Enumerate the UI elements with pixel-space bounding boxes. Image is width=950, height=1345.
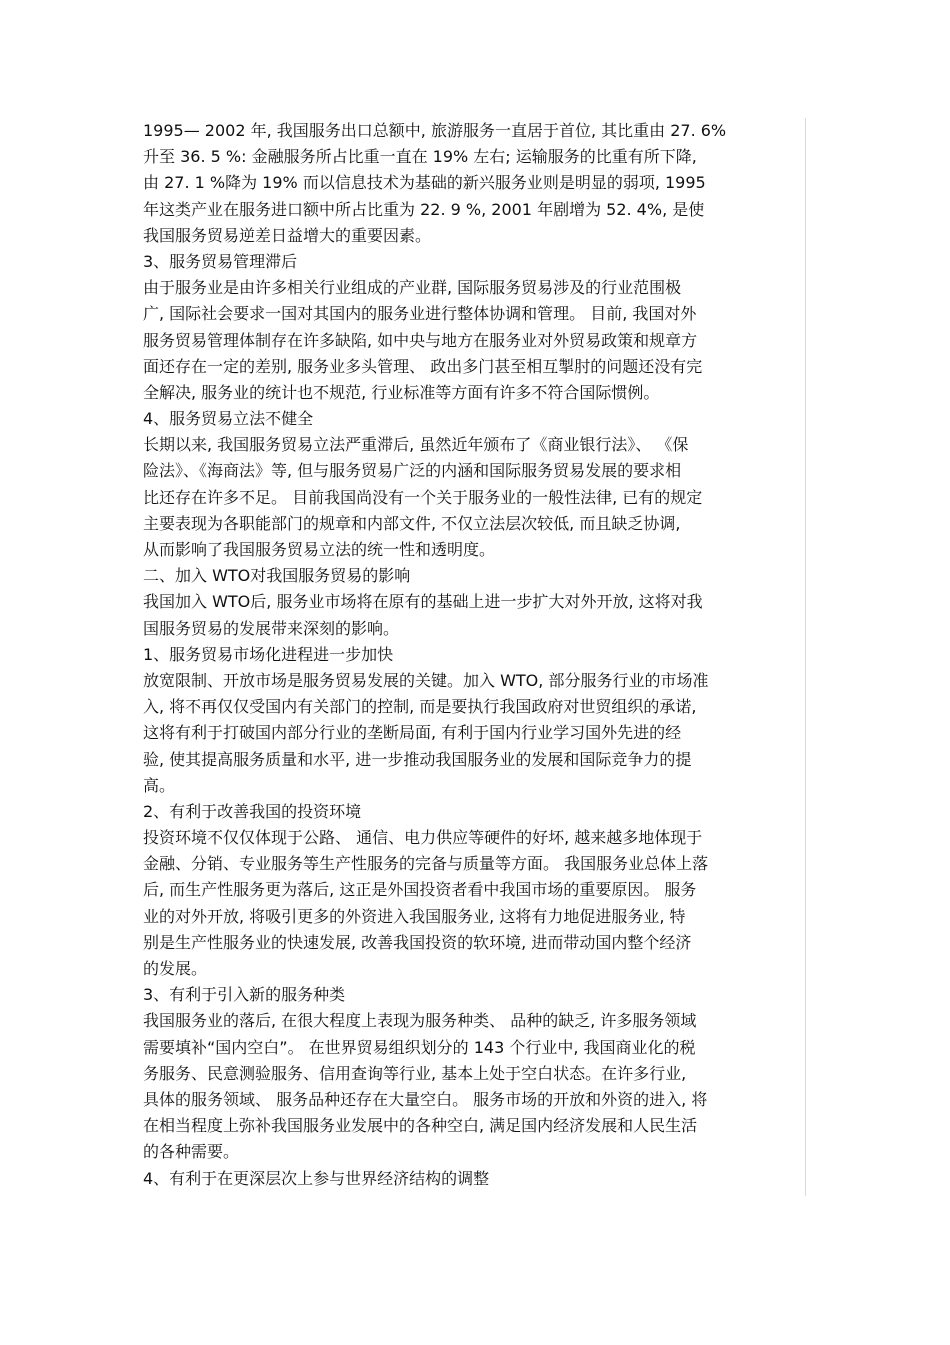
section-heading: 1、服务贸易市场化进程进一步加快 bbox=[143, 644, 394, 664]
text-line: 从而影响了我国服务贸易立法的统一性和透明度。 bbox=[143, 540, 496, 559]
text-line: 1995— 2002 年, 我国服务出口总额中, 旅游服务一直居于首位, 其比重由 27. 6% bbox=[143, 121, 727, 140]
text-line: 在相当程度上弥补我国服务业发展中的各种空白, 满足国内经济发展和人民生活 bbox=[143, 1116, 698, 1136]
text-line: 我国服务贸易逆差日益增大的重要因素。 bbox=[143, 225, 432, 245]
text-line: 后, 而生产性服务更为落后, 这正是外国投资者看中我国市场的重要原因。 服务 bbox=[143, 880, 697, 900]
text-line: 由 27. 1 %降为 19% 而以信息技术为基础的新兴服务业则是明显的弱项, 1995 bbox=[143, 173, 706, 193]
text-line: 服务贸易管理体制存在许多缺陷, 如中央与地方在服务业对外贸易政策和规章方 bbox=[143, 330, 698, 350]
text-line: 高。 bbox=[143, 775, 176, 795]
text-line: 我国加入 WTO后, 服务业市场将在原有的基础上进一步扩大对外开放, 这将对我 bbox=[143, 592, 703, 612]
text-line: 由于服务业是由许多相关行业组成的产业群, 国际服务贸易涉及的行业范围极 bbox=[143, 278, 682, 298]
text-line: 业的对外开放, 将吸引更多的外资进入我国服务业, 这将有力地促进服务业, 特 bbox=[143, 906, 686, 926]
text-line: 全解决, 服务业的统计也不规范, 行业标准等方面有许多不符合国际惯例。 bbox=[143, 382, 660, 402]
text-line: 放宽限制、开放市场是服务贸易发展的关键。加入 WTO, 部分服务行业的市场准 bbox=[143, 670, 709, 690]
text-line: 比还存在许多不足。 目前我国尚没有一个关于服务业的一般性法律, 已有的规定 bbox=[143, 487, 703, 507]
text-line: 广, 国际社会要求一国对其国内的服务业进行整体协调和管理。 目前, 我国对外 bbox=[143, 304, 697, 324]
section-heading: 4、有利于在更深层次上参与世界经济结构的调整 bbox=[143, 1168, 490, 1188]
text-line: 的发展。 bbox=[143, 959, 208, 978]
text-line: 需要填补“国内空白”。 在世界贸易组织划分的 143 个行业中, 我国商业化的税 bbox=[143, 1037, 696, 1057]
text-line: 国服务贸易的发展带来深刻的影响。 bbox=[143, 618, 400, 638]
text-line: 入, 将不再仅仅受国内有关部门的控制, 而是要执行我国政府对世贸组织的承诺, bbox=[143, 697, 697, 717]
text-line: 务服务、民意测验服务、信用查询等行业, 基本上处于空白状态。在许多行业, bbox=[143, 1063, 687, 1083]
text-line: 具体的服务领域、 服务品种还存在大量空白。 服务市场的开放和外资的进入, 将 bbox=[143, 1089, 708, 1109]
document-body bbox=[143, 118, 808, 1192]
section-heading: 2、有利于改善我国的投资环境 bbox=[143, 801, 362, 821]
text-line: 面还存在一定的差别, 服务业多头管理、 政出多门甚至相互掣肘的问题还没有完 bbox=[143, 356, 703, 376]
text-line: 投资环境不仅仅体现于公路、 通信、电力供应等硬件的好坏, 越来越多地体现于 bbox=[143, 828, 703, 848]
text-line: 的各种需要。 bbox=[143, 1142, 240, 1162]
section-heading: 4、服务贸易立法不健全 bbox=[143, 409, 314, 429]
text-line: 险法》、《海商法》等, 但与服务贸易广泛的内涵和国际服务贸易发展的要求相 bbox=[143, 461, 682, 481]
text-line: 金融、分销、专业服务等生产性服务的完备与质量等方面。 我国服务业总体上落 bbox=[143, 854, 709, 874]
section-heading: 3、服务贸易管理滞后 bbox=[143, 251, 298, 271]
text-line: 主要表现为各职能部门的规章和内部文件, 不仅立法层次较低, 而且缺乏协调, bbox=[143, 513, 681, 533]
text-line: 年这类产业在服务进口额中所占比重为 22. 9 %, 2001 年剧增为 52. 4%, 是使 bbox=[143, 199, 705, 219]
text-line: 升至 36. 5 %: 金融服务所占比重一直在 19% 左右; 运输服务的比重有所下降, bbox=[143, 147, 697, 167]
section-heading: 3、有利于引入新的服务种类 bbox=[143, 985, 346, 1005]
text-line: 验, 使其提高服务质量和水平, 进一步推动我国服务业的发展和国际竞争力的提 bbox=[143, 749, 692, 769]
text-line: 这将有利于打破国内部分行业的垄断局面, 有利于国内行业学习国外先进的经 bbox=[143, 723, 682, 743]
text-line: 我国服务业的落后, 在很大程度上表现为服务种类、 品种的缺乏, 许多服务领域 bbox=[143, 1011, 697, 1031]
chapter-heading: 二、加入 WTO对我国服务贸易的影响 bbox=[143, 566, 411, 586]
text-line: 长期以来, 我国服务贸易立法严重滞后, 虽然近年颁布了《商业银行法》、 《保 bbox=[143, 435, 689, 455]
text-line: 别是生产性服务业的快速发展, 改善我国投资的软环境, 进而带动国内整个经济 bbox=[143, 932, 692, 952]
